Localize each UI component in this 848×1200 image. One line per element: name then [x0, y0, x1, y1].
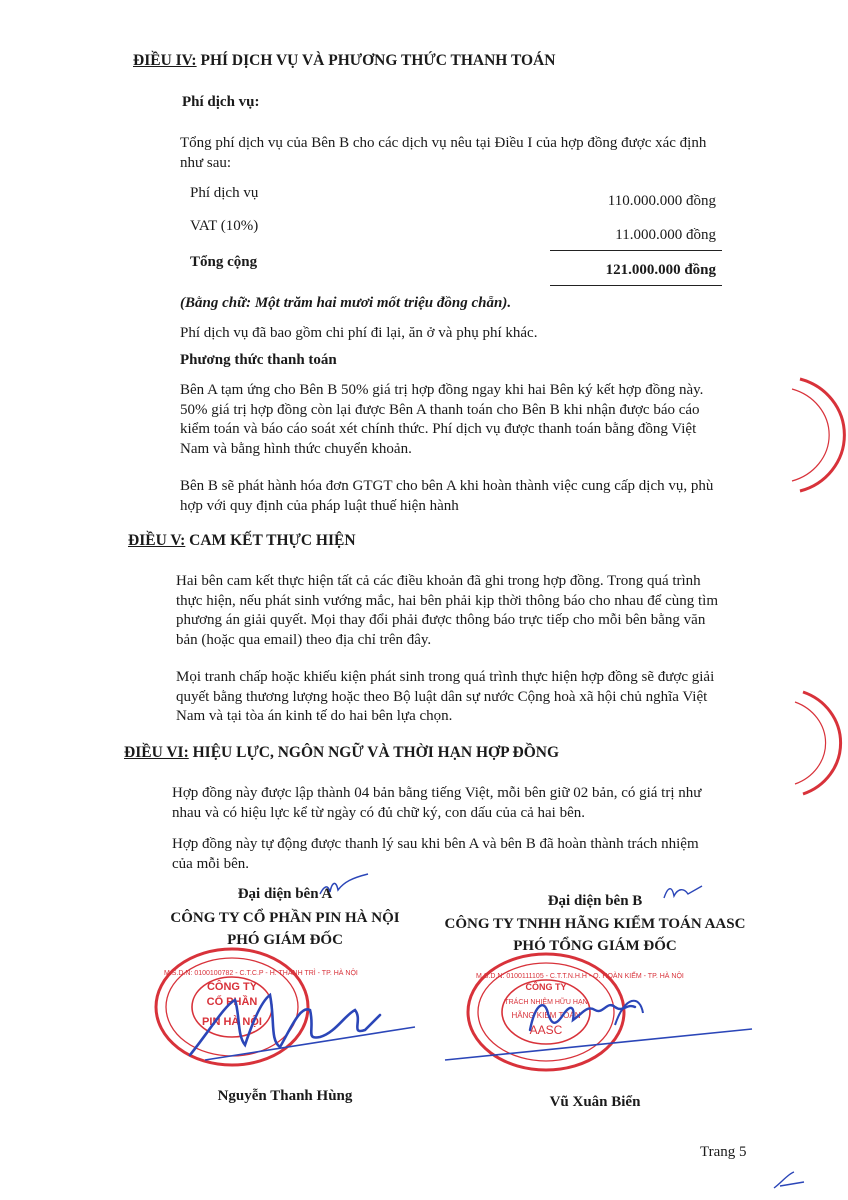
amount-in-words: (Bằng chữ: Một trăm hai mươi mốt triệu đồng chẵn). — [180, 295, 512, 311]
seal-a-ring-text: M.S.D.N: 0100100782 - C.T.C.P - H. THANH TRÌ - TP. HÀ NỘI — [164, 970, 358, 977]
seal-b-center-line: HÃNG KIỂM TOÁN — [511, 1011, 581, 1020]
edge-seal-upper — [790, 375, 848, 495]
paragraph-line: hợp với quy định của pháp luật thuế hiện hành — [180, 497, 459, 514]
seal-a-center-line: PIN HÀ NỘI — [202, 1016, 262, 1028]
party-b-signer-name: Vũ Xuân Biển — [549, 1094, 641, 1110]
article-6-heading — [124, 744, 559, 762]
article-4-title: PHÍ DỊCH VỤ VÀ PHƯƠNG THỨC THANH TOÁN — [196, 52, 556, 69]
validity-paragraph-2 — [172, 835, 766, 874]
total-amount: 121.000.000 đồng — [605, 262, 716, 278]
paragraph-line: kiểm toán và báo cáo soát xét chính thức. Phí dịch vụ được thanh toán bằng đồng Việt — [180, 421, 697, 437]
commitment-paragraph-2 — [176, 668, 770, 727]
payment-heading: Phương thức thanh toán — [180, 352, 337, 368]
payment-paragraph-2 — [180, 477, 770, 516]
party-a-signature-scribble — [185, 975, 425, 1065]
article-5-heading — [128, 532, 356, 550]
edge-seal-lower — [795, 688, 848, 798]
total-label: Tổng cộng — [190, 254, 258, 270]
paragraph-line: của mỗi bên. — [172, 855, 250, 872]
party-b-initial-mark — [662, 880, 712, 906]
paragraph-line: Hai bên cam kết thực hiện tất cả các điều khoản đã ghi trong hợp đồng. Trong quá trình — [176, 573, 701, 589]
party-a-signer-name: Nguyễn Thanh Hùng — [217, 1088, 353, 1104]
fee-note: Phí dịch vụ đã bao gồm chi phí đi lại, ăn ở và phụ phí khác. — [180, 325, 538, 341]
party-a-company: CÔNG TY CỔ PHẦN PIN HÀ NỘI — [170, 910, 400, 926]
paragraph-line: quyết bằng thương lượng hoặc theo Bộ luật dân sự nước Cộng hoà xã hội chủ nghĩa Việt — [176, 688, 708, 705]
seal-b-ring-text: M.S.D.N: 0100111105 - C.T.T.N.H.H - Q. HOÀN KIẾM - TP. HÀ NỘI — [476, 973, 684, 980]
article-5-number: ĐIỀU V: — [128, 532, 186, 549]
party-b-position: PHÓ TỔNG GIÁM ĐỐC — [513, 938, 677, 954]
commitment-paragraph-1 — [176, 572, 770, 650]
vat-row-label: VAT (10%) — [190, 218, 259, 234]
party-b-rep-label: Đại diện bên B — [547, 893, 643, 909]
paragraph-line: bản (hoặc qua email) theo địa chỉ trên đây. — [176, 631, 432, 648]
article-6-number: ĐIỀU VI: — [124, 744, 189, 761]
paragraph-line: 50% giá trị hợp đồng còn lại được Bên A thanh toán cho Bên B khi nhận được báo cáo — [180, 401, 700, 418]
page-number: Trang 5 — [700, 1144, 747, 1160]
paragraph-line: phương án giải quyết. Mọi thay đổi phải được thông báo trực tiếp cho mỗi bên bằng văn — [176, 612, 706, 628]
fee-row-label: Phí dịch vụ — [190, 185, 259, 201]
article-6-title: HIỆU LỰC, NGÔN NGỮ VÀ THỜI HẠN HỢP ĐỒNG — [188, 744, 560, 761]
paragraph-line: Hợp đồng này được lập thành 04 bản bằng tiếng Việt, mỗi bên giữ 02 bản, có giá trị như — [172, 785, 702, 801]
seal-b-center-line: AASC — [529, 1023, 563, 1037]
vat-row-amount: 11.000.000 đồng — [615, 227, 716, 243]
paragraph-line: thực hiện, nếu phát sinh vướng mắc, hai bên phải kịp thời thông báo cho nhau để cùng tìm — [176, 592, 719, 609]
seal-a-center-line: CỔ PHẦN — [206, 996, 258, 1008]
fee-intro-line: Tổng phí dịch vụ của Bên B cho các dịch vụ nêu tại Điều I của hợp đồng được xác định — [180, 135, 707, 151]
paragraph-line: Hợp đồng này tự động được thanh lý sau khi bên A và bên B đã hoàn thành trách nhiệm — [172, 836, 699, 852]
corner-initial-mark — [770, 1168, 810, 1192]
paragraph-line: nhau và có hiệu lực kể từ ngày có đủ chữ ký, con dấu của cả hai bên. — [172, 804, 585, 821]
total-divider — [550, 285, 722, 286]
paragraph-line: Bên A tạm ứng cho Bên B 50% giá trị hợp đồng ngay khi hai Bên ký kết hợp đồng này. — [180, 382, 704, 398]
paragraph-line: Nam và tại tòa án kinh tế do hai bên lựa chọn. — [176, 708, 453, 724]
article-4-number: ĐIỀU IV: — [133, 52, 197, 69]
seal-b-center-line: CÔNG TY — [525, 982, 567, 992]
seal-a-center-line: CÔNG TY — [206, 981, 258, 993]
article-4-heading — [133, 52, 555, 70]
subtotal-divider — [550, 250, 722, 251]
paragraph-line: Mọi tranh chấp hoặc khiếu kiện phát sinh trong quá trình thực hiện hợp đồng sẽ được giải — [176, 669, 715, 685]
seal-b-center-line: TRÁCH NHIỆM HỮU HẠN — [504, 999, 588, 1006]
article-5-title: CAM KẾT THỰC HIỆN — [185, 532, 356, 549]
party-a-position: PHÓ GIÁM ĐỐC — [227, 932, 343, 948]
party-a-initial-mark — [318, 872, 378, 900]
paragraph-line: Bên B sẽ phát hành hóa đơn GTGT cho bên A khi hoàn thành việc cung cấp dịch vụ, phù — [180, 478, 714, 494]
fee-row-amount: 110.000.000 đồng — [607, 193, 716, 209]
payment-paragraph-1 — [180, 381, 770, 459]
validity-paragraph-1 — [172, 784, 766, 823]
fee-intro-line: như sau: — [180, 155, 232, 171]
party-b-signature-stroke — [440, 1025, 760, 1065]
paragraph-line: Nam và bằng hình thức chuyển khoản. — [180, 440, 412, 457]
party-b-company: CÔNG TY TNHH HÃNG KIỂM TOÁN AASC — [444, 916, 746, 932]
fee-intro — [180, 133, 765, 173]
fee-heading: Phí dịch vụ: — [182, 94, 260, 110]
party-a-rep-label: Đại diện bên A — [237, 886, 333, 902]
